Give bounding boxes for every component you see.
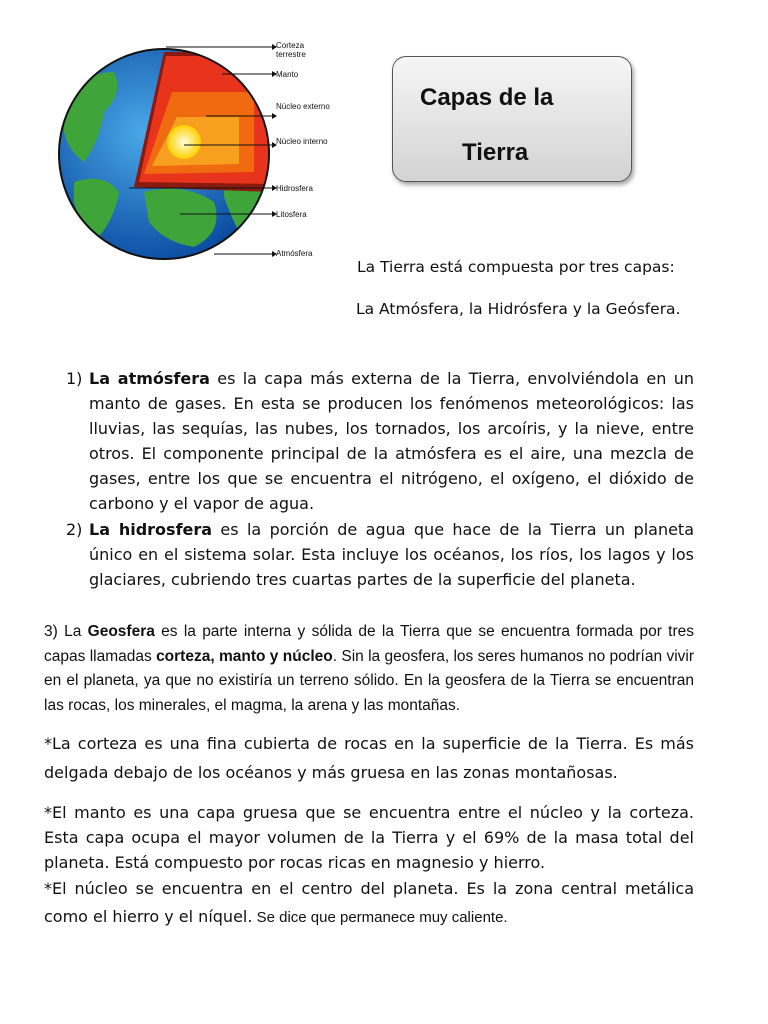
paragraph-geosfera [44, 620, 694, 718]
list-item-atmosfera [66, 366, 694, 516]
geosfera-rest: . Sin la geosfera, los seres humanos no podrían vivir en el planeta, ya que no existiría un terreno sólido. En la geosfera de la Tierra se encuentran las rocas, los minerales, el magma, la arena y las montañas. [44, 647, 694, 714]
label-atmosfera: Atmósfera [276, 249, 313, 258]
label-litosfera: Litosfera [276, 210, 307, 219]
text-atmosfera: es la capa más externa de la Tierra, envolviéndola en un manto de gases. En esta se producen los fenómenos meteorológicos: las lluvias, las sequías, las nubes, los tornados, los arcoíris, y la nieve, entre otros. El componente principal de la atmósfera es el aire, una mezcla de gases, entre los que se encuentra el nitrógeno, el oxígeno, el dióxido de carbono y el vapor de agua. [89, 369, 695, 513]
paragraph-manto: *El manto es una capa gruesa que se encuentra entre el núcleo y la corteza. Esta capa ocupa el mayor volumen de la Tierra y el 69% de la masa total del planeta. Está compuesto por rocas ricas en magnesio y hierro. [44, 803, 694, 872]
paragraph-corteza: *La corteza es una fina cubierta de rocas en la superficie de la Tierra. Es más delgada debajo de los océanos y más gruesa en las zonas montañosas. [44, 734, 694, 782]
label-hidrosfera: Hidrosfera [276, 184, 313, 193]
geosfera-prefix: 3) La [44, 623, 88, 640]
nucleo-text: *El núcleo se encuentra en el centro del planeta. Es la zona central metálica como el hierro y el níquel. [44, 879, 694, 926]
title-box [392, 56, 632, 182]
paragraph-nucleo [44, 875, 694, 932]
list-number: 1) [66, 369, 83, 388]
title-line-1: Capas de la [420, 84, 554, 111]
term-hidrosfera: La hidrosfera [89, 520, 213, 539]
geosfera-mid: es la parte interna y sólida de la Tierra que se encuentra formada por tres capas llamadas [44, 623, 695, 665]
title-line-2: Tierra [462, 139, 529, 166]
nucleo-text-end: Se dice que permanece muy caliente. [252, 909, 508, 926]
label-corteza-terrestre: Corteza terrestre [276, 41, 306, 59]
text-hidrosfera: es la porción de agua que hace de la Tierra un planeta único en el sistema solar. Esta incluye los océanos, los ríos, los lagos y los glaciares, cubriendo tres cuartas partes de la superficie del planeta. [89, 520, 695, 589]
intro-line-1: La Tierra está compuesta por tres capas: [357, 258, 675, 276]
term-capas: corteza, manto y núcleo [156, 647, 333, 665]
earth-layers-diagram [44, 32, 334, 272]
label-manto: Manto [276, 70, 299, 79]
label-nucleo-interno: Núcleo interno [276, 137, 328, 146]
list-number: 2) [66, 520, 83, 539]
term-geosfera: Geosfera [87, 623, 155, 640]
earth-illustration [44, 32, 334, 272]
label-nucleo-externo: Núcleo externo [276, 102, 330, 111]
term-atmosfera: La atmósfera [89, 369, 210, 388]
intro-line-2: La Atmósfera, la Hidrósfera y la Geósfera. [356, 300, 681, 318]
list-item-hidrosfera [66, 517, 694, 592]
